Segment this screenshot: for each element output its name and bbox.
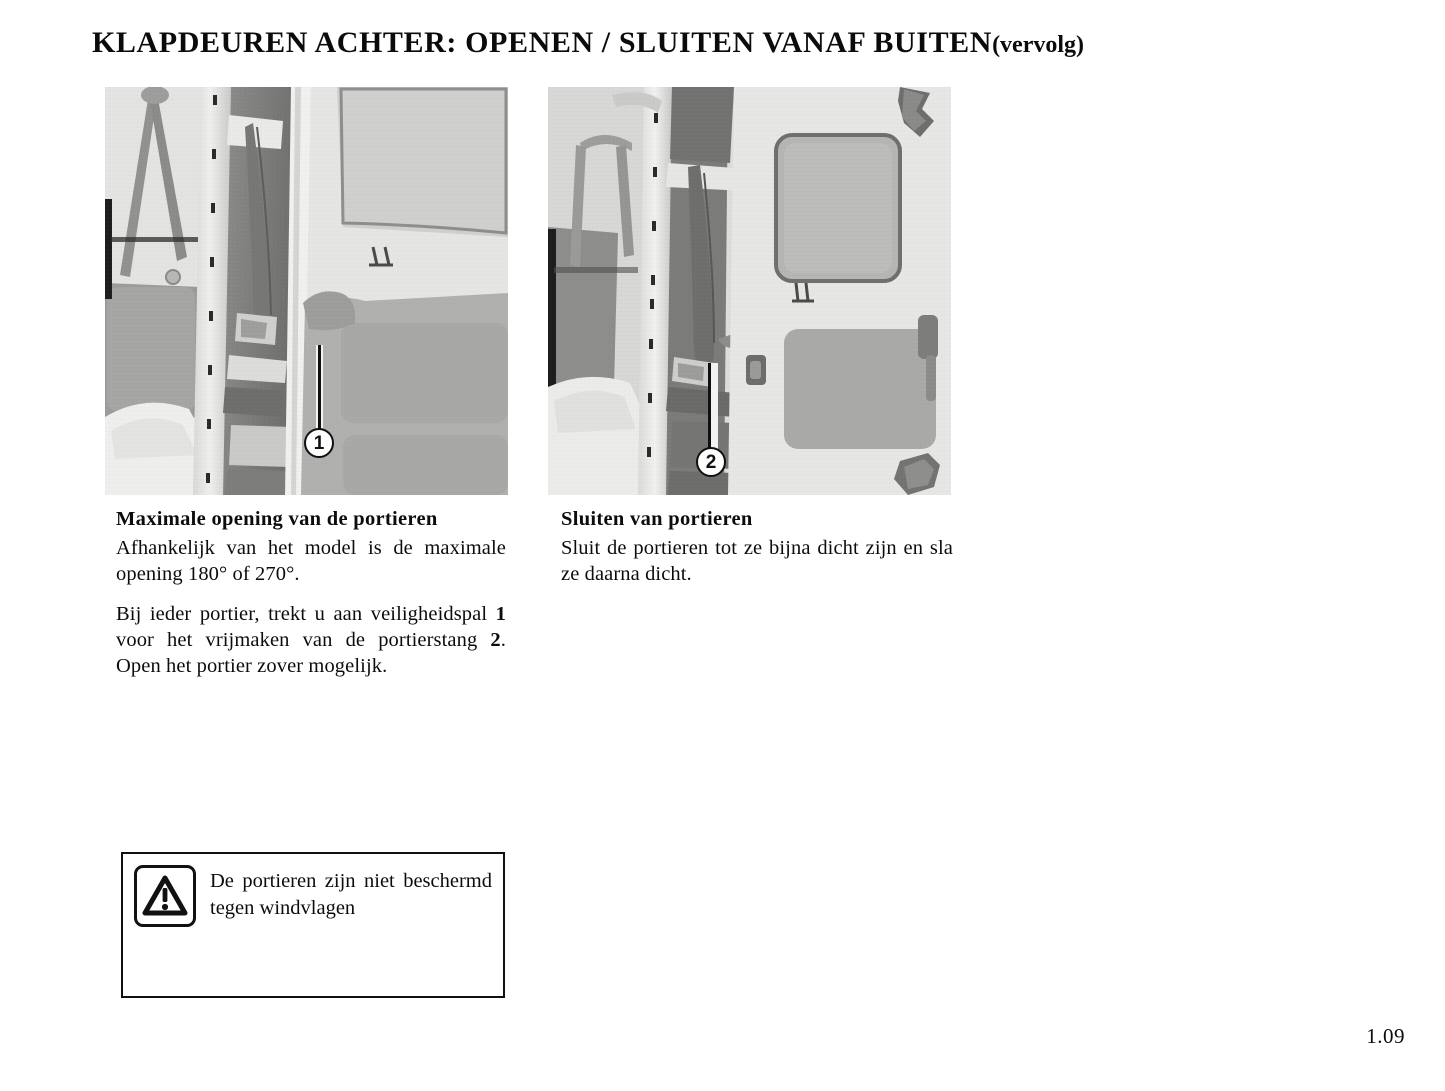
right-text-column [561, 506, 953, 587]
right-column-paragraph-1: Sluit de portieren tot ze bijna dicht zijn en sla ze daarna dicht. [561, 537, 953, 585]
warning-text: De portieren zijn niet beschermd tegen windvlagen [210, 870, 492, 919]
left-column-paragraph-2 [116, 601, 506, 679]
part-reference-1: 1 [495, 603, 506, 625]
warning-triangle-icon [134, 865, 196, 927]
callout-2-bubble: 2 [696, 447, 726, 477]
left-column-paragraph-1: Afhankelijk van het model is de maximale opening 180° of 270°. [116, 537, 506, 585]
callout-2-leader [708, 363, 711, 455]
page-number: 1.09 [1366, 1024, 1405, 1048]
paragraph-2-text-b: voor het vrijmaken van de portierstang [116, 629, 491, 651]
left-text-column [116, 506, 506, 679]
page-title-continued-label: (vervolg) [992, 32, 1085, 58]
callout-1-leader [318, 345, 321, 435]
right-column-heading: Sluiten van portieren [561, 508, 753, 530]
photo-rear-door-rod [548, 87, 951, 495]
callout-1-bubble: 1 [304, 428, 334, 458]
page-title [92, 26, 1352, 62]
figure-rear-door-rod [548, 87, 951, 495]
paragraph-2-text-c: . Open het portier zover mogelijk. [116, 629, 506, 677]
part-reference-2: 2 [490, 629, 501, 651]
left-column-heading: Maximale opening van de portieren [116, 508, 438, 530]
page-title-main: KLAPDEUREN ACHTER: OPENEN / SLUITEN VANAF BUITEN [92, 26, 993, 59]
figure-rear-door-latch [105, 87, 508, 495]
warning-box-inner [134, 865, 492, 927]
warning-box [121, 852, 505, 998]
warning-triangle-glyph [142, 875, 188, 917]
callout-2-leader-halo [711, 363, 718, 455]
paragraph-2-text-a: Bij ieder portier, trekt u aan veiligheidspal [116, 603, 496, 625]
